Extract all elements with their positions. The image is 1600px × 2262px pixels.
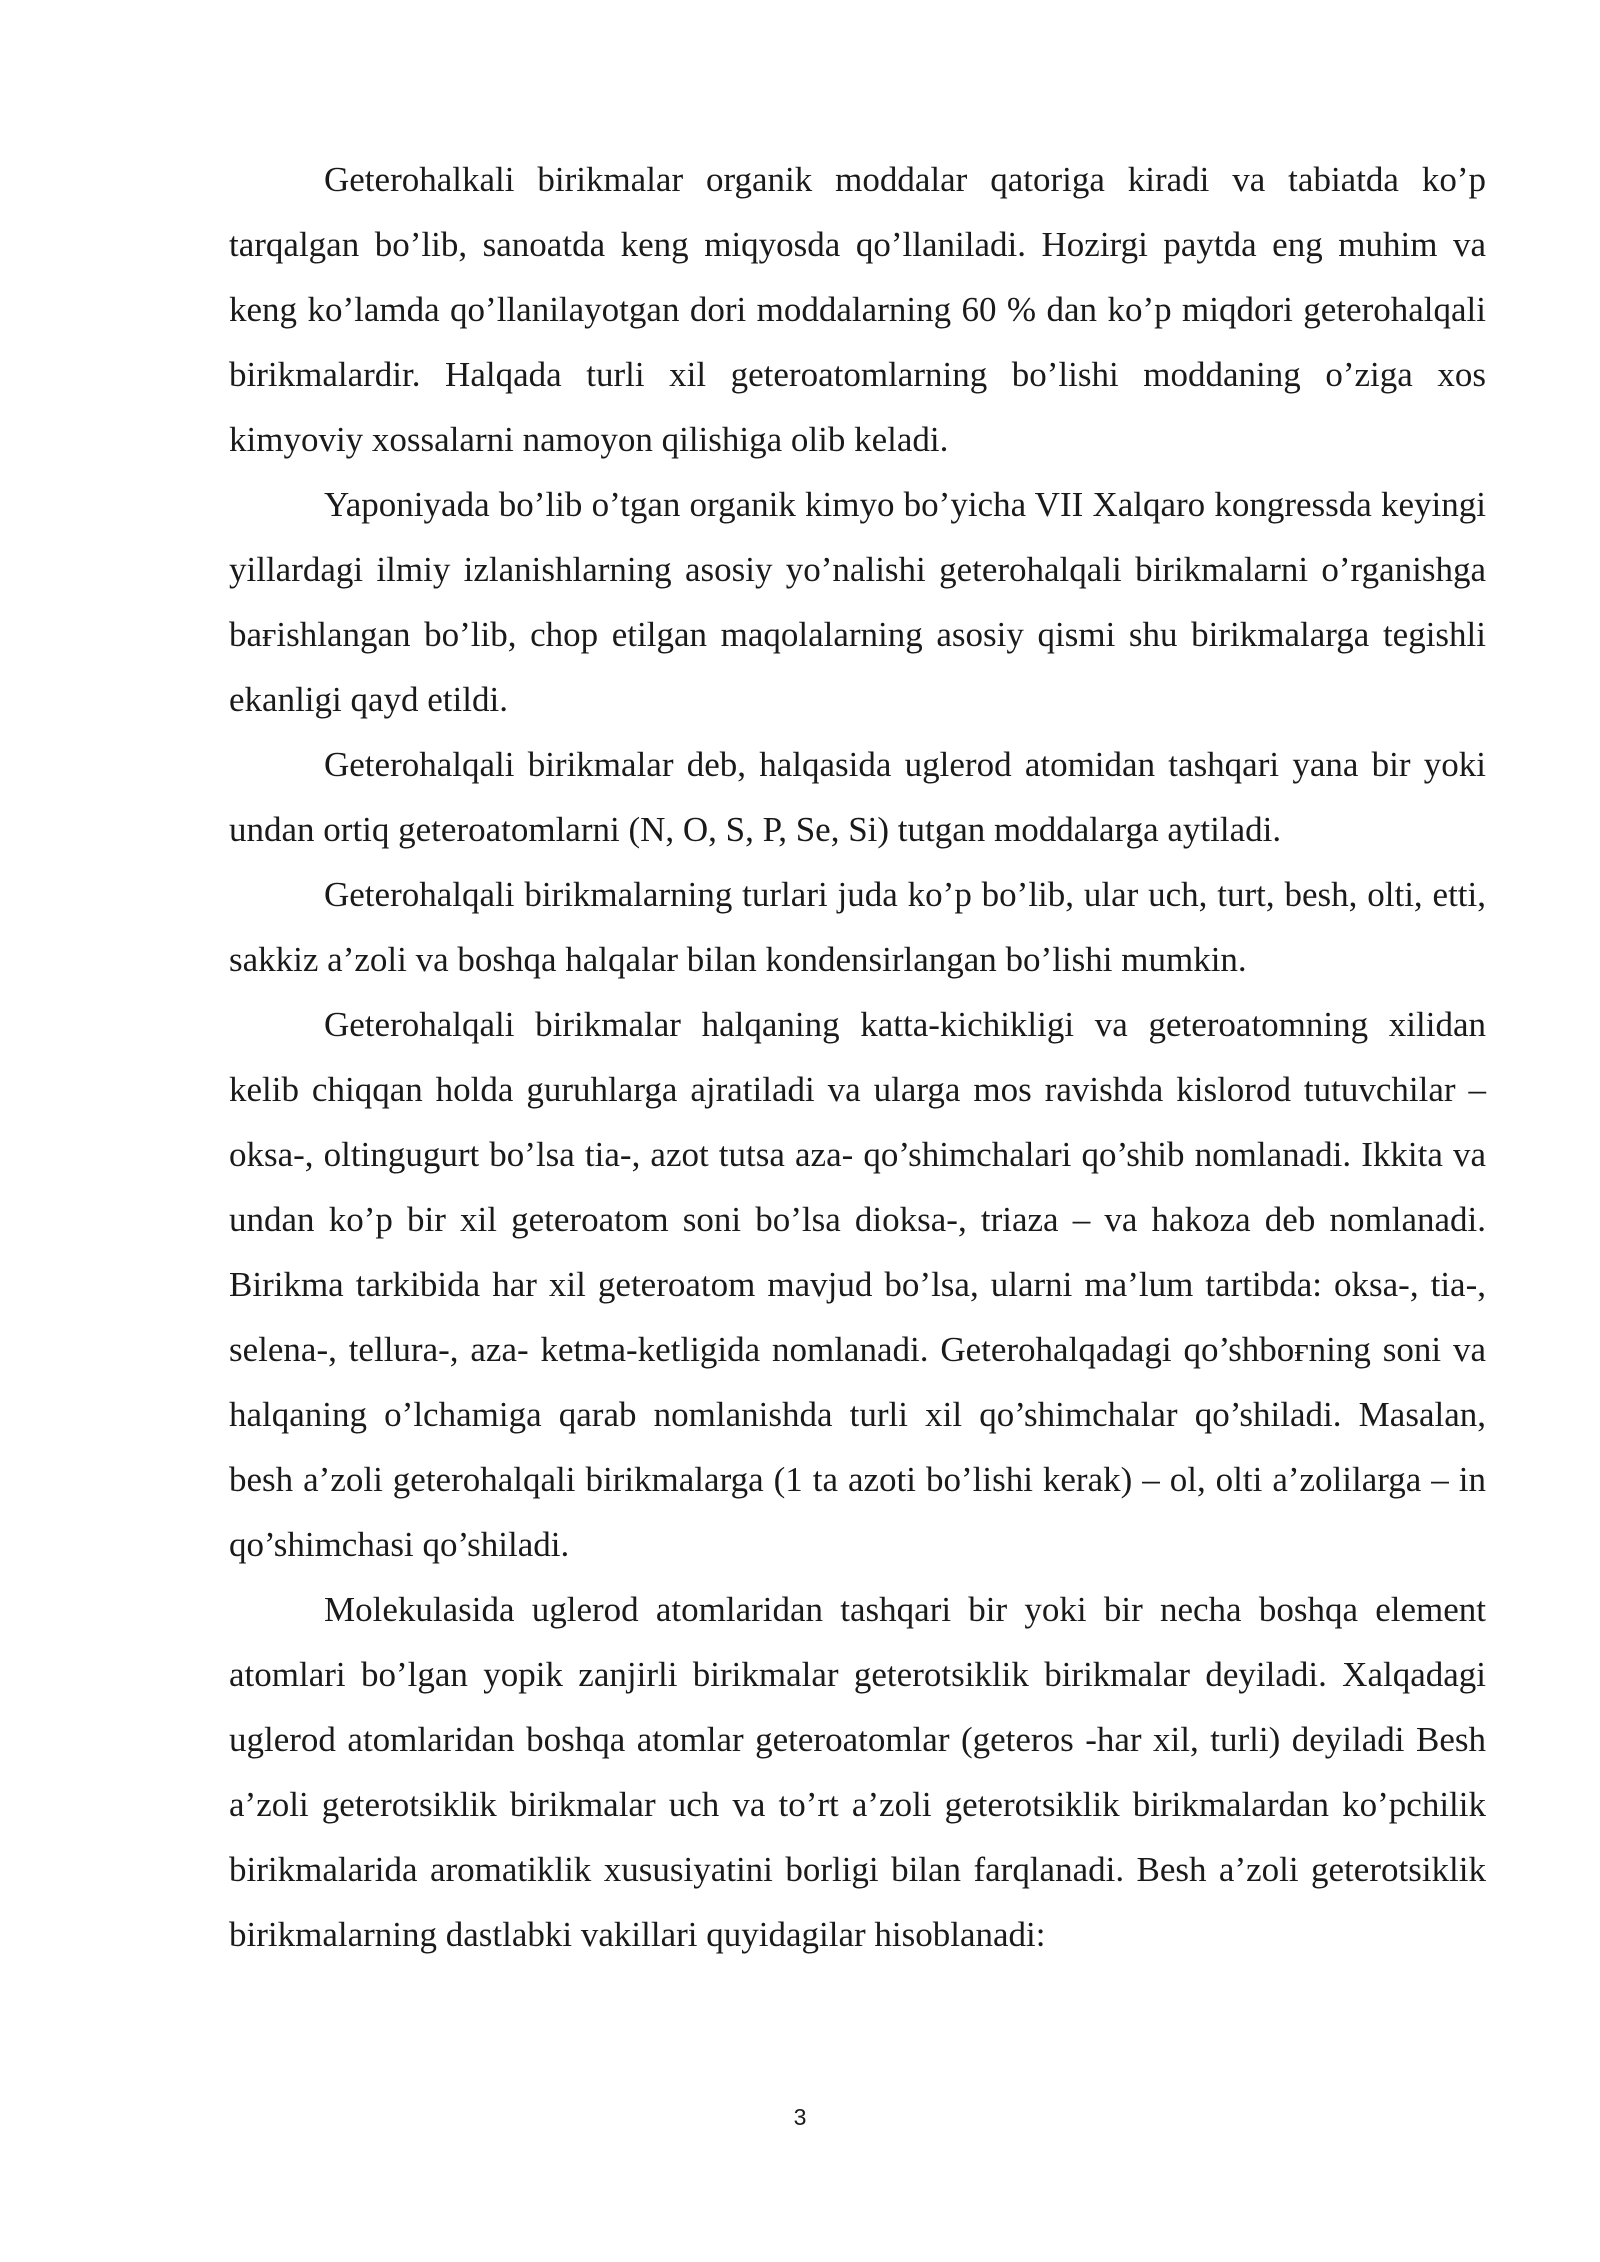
paragraph-2: Yaponiyada bo’lib o’tgan organik kimyo bo’yicha VII Xalqaro kongressda keyingi yillardagi ilmiy izlanishlarning asosiy yo’nalishi geterohalqali birikmalarni o’rganishga baғishlangan bo’lib, chop etilgan maqolalarning asosiy qismi shu birikmalarga tegishli ekanligi qayd etildi. [229, 485, 1486, 719]
page-number: 3 [793, 2104, 807, 2130]
paragraph-6: Molekulasida uglerod atomlaridan tashqari bir yoki bir necha boshqa element atomlari bo’lgan yopik zanjirli birikmalar geterotsiklik birikmalar deyiladi. Xalqadagi uglerod atomlaridan boshqa atomlar geteroatomlar (geteros -har xil, turli) deyiladi Besh a’zoli geterotsiklik birikmalar uch va to’rt a’zoli geterotsiklik birikmalardan ko’pchilik birikmalarida aromatiklik xususiyatini borligi bilan farqlanadi. Besh a’zoli geterotsiklik birikmalarning dastlabki vakillari quyidagilar hisoblanadi: [229, 1590, 1486, 1954]
paragraph-4: Geterohalqali birikmalarning turlari juda ko’p bo’lib, ular uch, turt, besh, olti, etti, sakkiz a’zoli va boshqa halqalar bilan kondensirlangan bo’lishi mumkin. [229, 875, 1486, 979]
paragraph-3: Geterohalqali birikmalar deb, halqasida uglerod atomidan tashqari yana bir yoki undan ortiq geteroatomlarni (N, O, S, P, Se, Si) tutgan moddalarga aytiladi. [229, 745, 1486, 849]
paragraph-1: Geterohalkali birikmalar organik moddalar qatoriga kiradi va tabiatda ko’p tarqalgan bo’lib, sanoatda keng miqyosda qo’llaniladi. Hozirgi paytda eng muhim va keng ko’lamda qo’llanilayotgan dori moddalarning 60 % dan ko’p miqdori geterohalqali birikmalardir. Halqada turli xil geteroatomlarning bo’lishi moddaning o’ziga xos kimyoviy xossalarni namoyon qilishiga olib keladi. [229, 160, 1486, 459]
body-text [229, 147, 1486, 1967]
paragraph-5: Geterohalqali birikmalar halqaning katta-kichikligi va geteroatomning xilidan kelib chiqqan holda guruhlarga ajratiladi va ularga mos ravishda kislorod tutuvchilar – oksa-, oltingugurt bo’lsa tia-, azot tutsa aza- qo’shimchalari qo’shib nomlanadi. Ikkita va undan ko’p bir xil geteroatom soni bo’lsa dioksa-, triaza – va hakoza deb nomlanadi. Birikma tarkibida har xil geteroatom mavjud bo’lsa, ularni ma’lum tartibda: oksa-, tia-, selena-, tellura-, aza- ketma-ketligida nomlanadi. Geterohalqadagi qo’shboғning soni va halqaning o’lchamiga qarab nomlanishda turli xil qo’shimchalar qo’shiladi. Masalan, besh a’zoli geterohalqali birikmalarga (1 ta azoti bo’lishi kerak) – ol, olti a’zolilarga – in qo’shimchasi qo’shiladi. [229, 1005, 1486, 1564]
